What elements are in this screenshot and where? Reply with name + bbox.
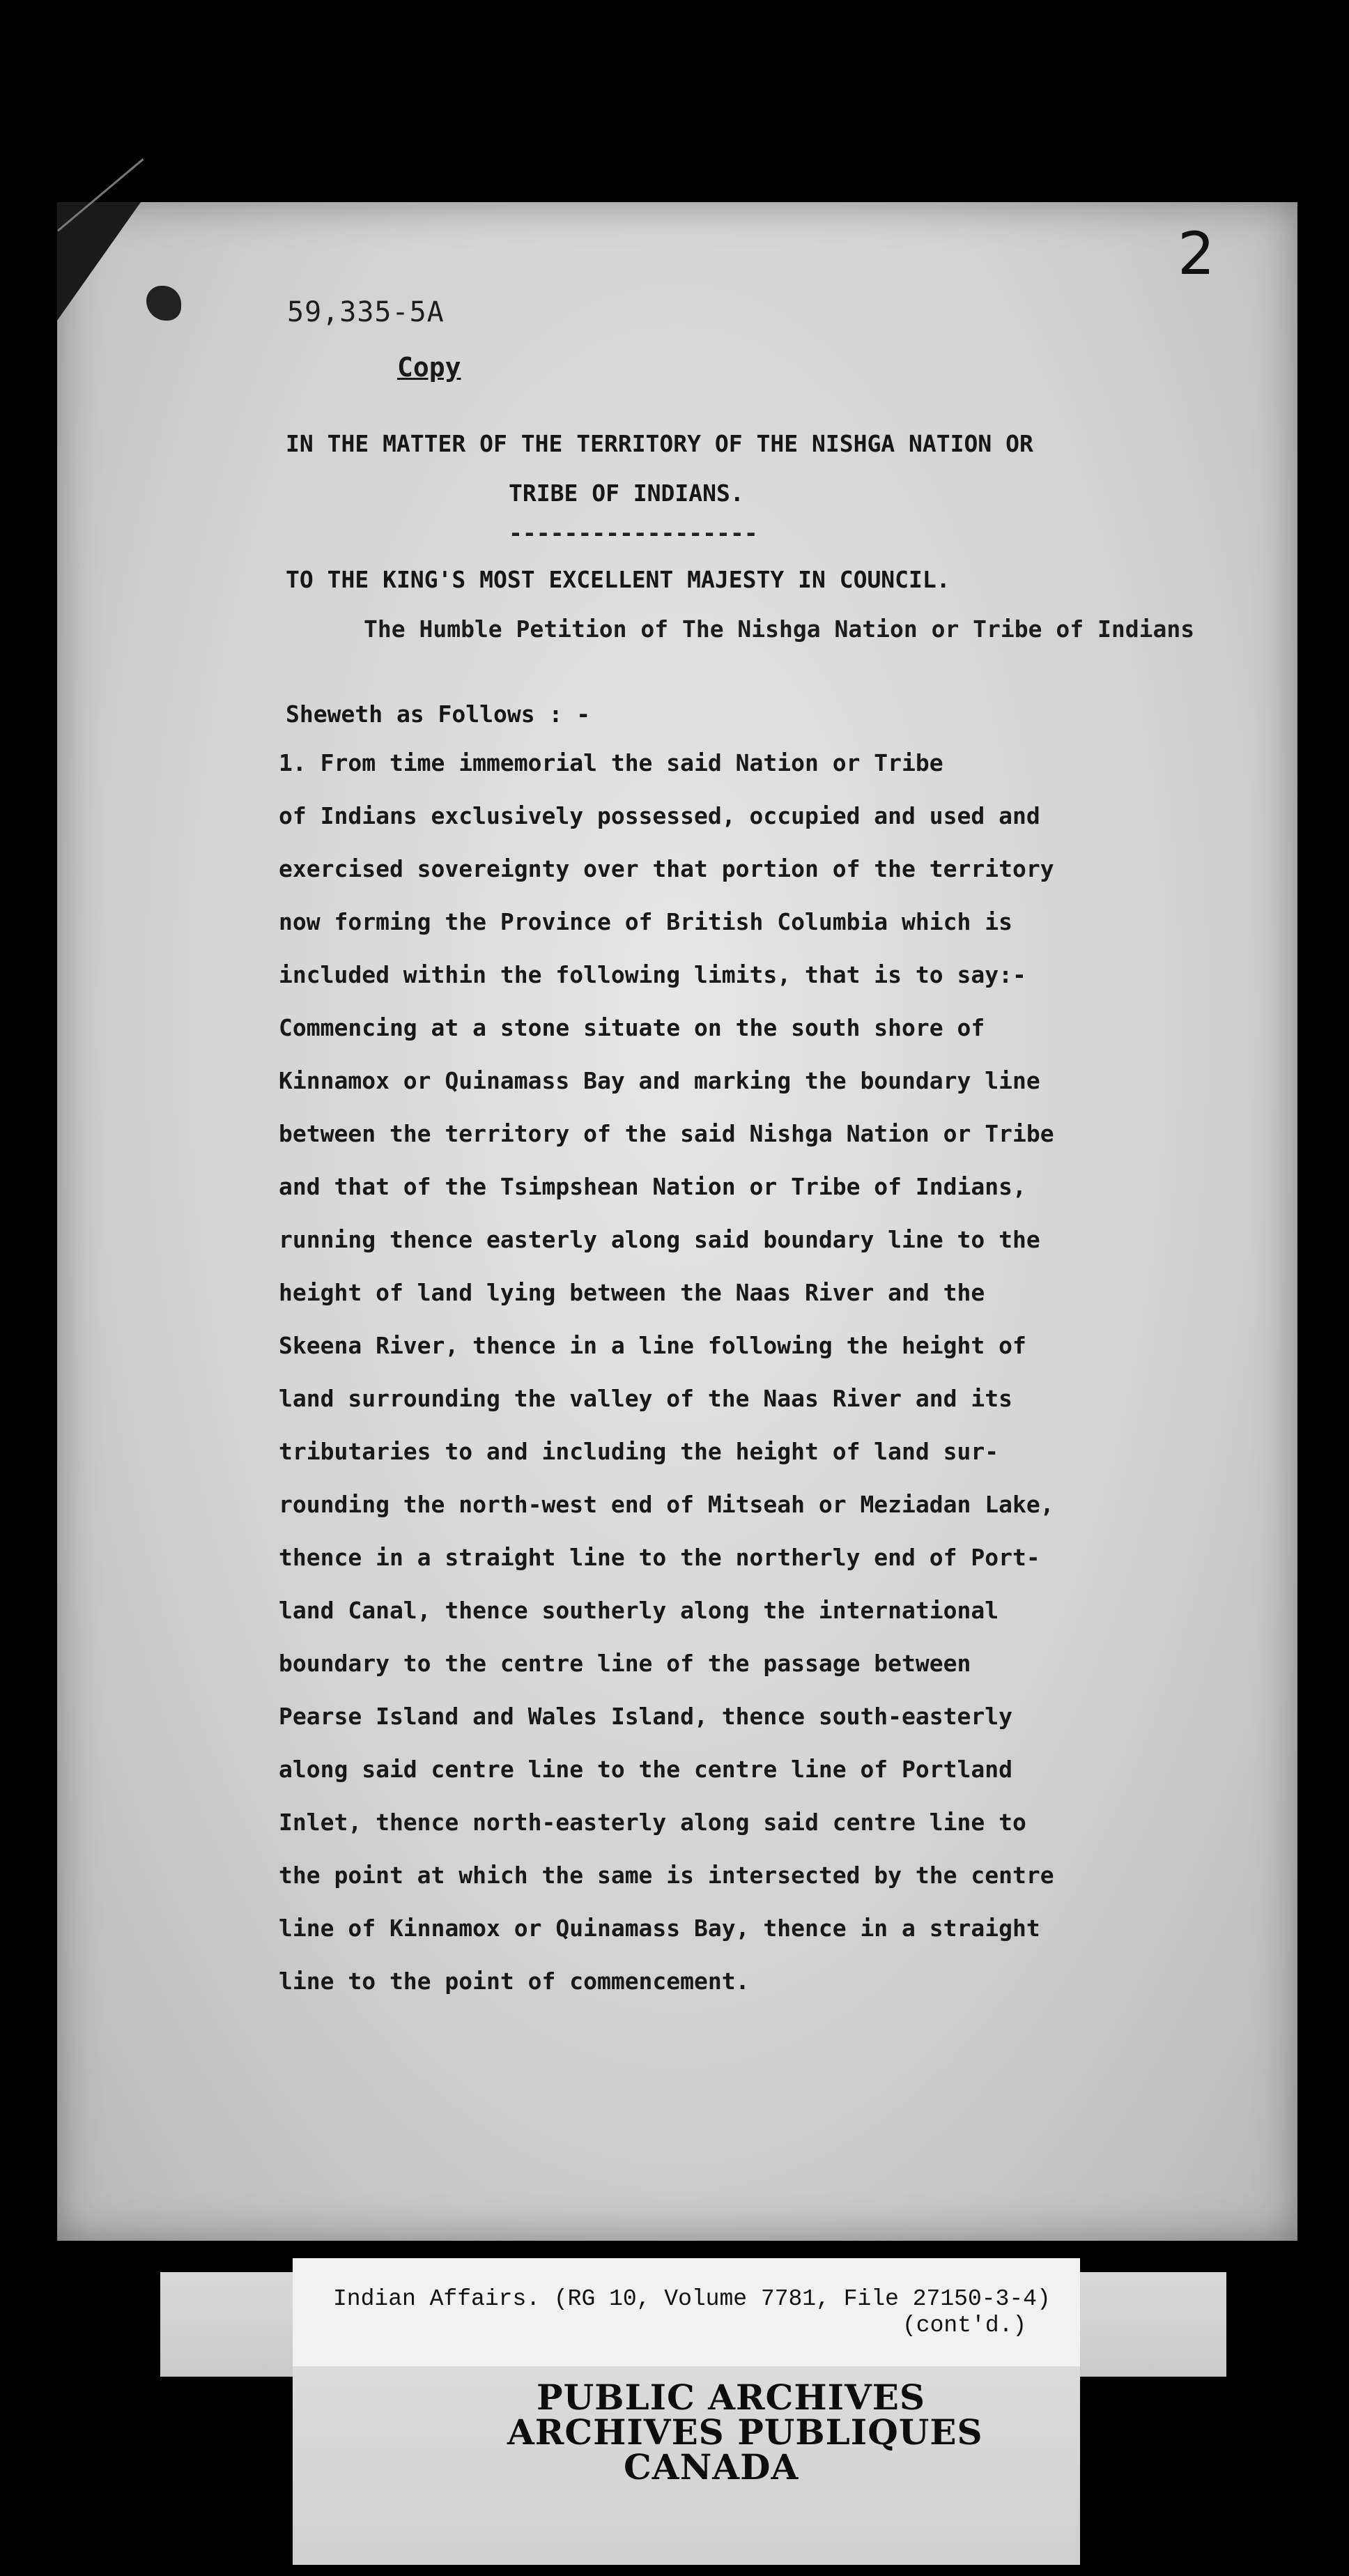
page-number: 2 [1178,220,1215,288]
archive-stamp-line-1: PUBLIC ARCHIVES [537,2377,925,2418]
reference-number: 59,335-5A [287,296,445,328]
body-line: land surrounding the valley of the Naas River and its [279,1385,1012,1412]
body-line: 1. From time immemorial the said Nation or Tribe [279,749,943,776]
archive-stamp-line-2: ARCHIVES PUBLIQUES [507,2412,983,2453]
body-line: Skeena River, thence in a line following the height of [279,1332,1026,1359]
body-line: Commencing at a stone situate on the south shore of [279,1014,985,1041]
body-line: the point at which the same is intersected by the centre [279,1862,1054,1889]
body-line: height of land lying between the Naas River and the [279,1279,985,1306]
body-line: between the territory of the said Nishga Nation or Tribe [279,1120,1054,1147]
copy-label: Copy [397,352,461,383]
petition-intro: The Humble Petition of The Nishga Nation or Tribe of Indians [364,615,1195,643]
body-line: now forming the Province of British Columbia which is [279,908,1012,935]
addressee: TO THE KING'S MOST EXCELLENT MAJESTY IN COUNCIL. [286,566,950,593]
archive-source-continued: (cont'd.) [902,2313,1027,2338]
petition-body [279,749,1198,2021]
sheweth-heading: Sheweth as Follows : - [286,700,591,728]
body-line: running thence easterly along said boundary line to the [279,1226,1040,1253]
body-line: and that of the Tsimpshean Nation or Tribe of Indians, [279,1173,1026,1200]
body-line: along said centre line to the centre line of Portland [279,1756,1012,1783]
body-line: Pearse Island and Wales Island, thence south-easterly [279,1703,1012,1730]
body-line: exercised sovereignty over that portion of the territory [279,855,1054,882]
title-line-1: IN THE MATTER OF THE TERRITORY OF THE NISHGA NATION OR [286,430,1033,457]
body-line: line of Kinnamox or Quinamass Bay, thence in a straight [279,1915,1040,1942]
title-underline: ------------------ [509,519,758,546]
archive-source-citation: Indian Affairs. (RG 10, Volume 7781, File 27150-3-4) [333,2286,1051,2312]
body-line: tributaries to and including the height of land sur- [279,1438,999,1465]
body-line: Kinnamox or Quinamass Bay and marking the boundary line [279,1067,1040,1094]
body-line: included within the following limits, that is to say:- [279,961,1026,988]
body-line: Inlet, thence north-easterly along said centre line to [279,1809,1026,1836]
body-line: line to the point of commencement. [279,1968,750,1995]
archive-stamp-line-3: CANADA [624,2446,799,2487]
body-line: thence in a straight line to the northerly end of Port- [279,1544,1040,1571]
body-line: land Canal, thence southerly along the international [279,1597,999,1624]
title-line-2: TRIBE OF INDIANS. [509,480,744,507]
body-line: of Indians exclusively possessed, occupied and used and [279,802,1040,829]
body-line: boundary to the centre line of the passage between [279,1650,971,1677]
body-line: rounding the north-west end of Mitseah or Meziadan Lake, [279,1491,1054,1518]
